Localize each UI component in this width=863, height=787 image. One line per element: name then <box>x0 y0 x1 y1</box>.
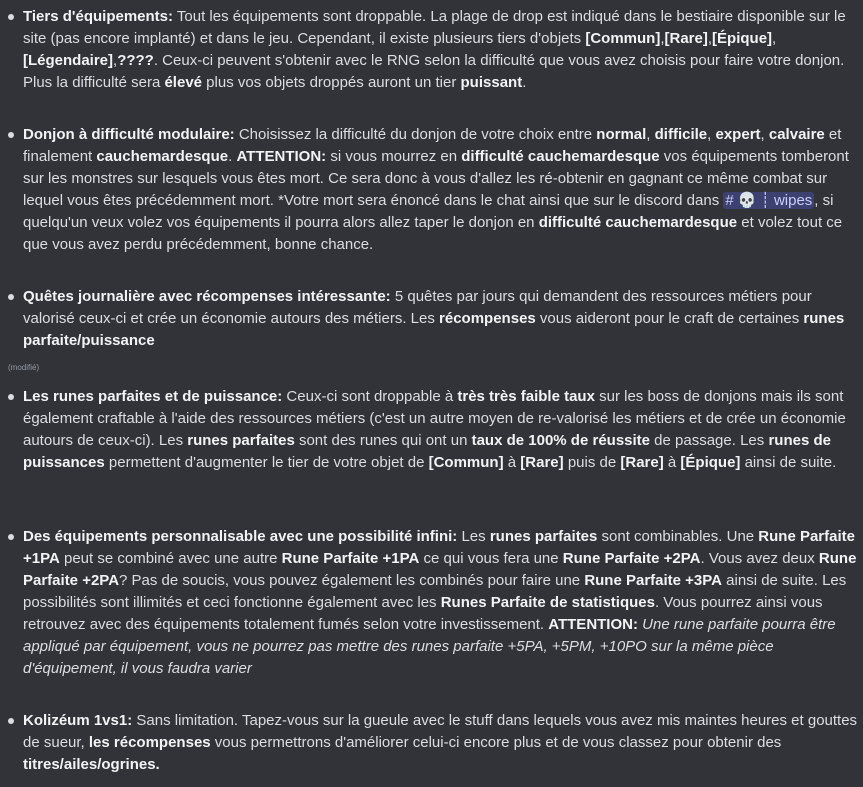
bold-text: Rune Parfaite +2PA <box>562 550 701 567</box>
item-title: Des équipements personnalisable avec une possibilité infini: <box>23 528 458 545</box>
list-item <box>0 386 863 474</box>
item-title: Les runes parfaites et de puissance: <box>23 388 283 405</box>
text-run: Choisissez la difficulté du donjon de votre choix entre <box>234 126 597 143</box>
bold-text: [Légendaire] <box>23 52 114 69</box>
text-run: Tout les équipements sont droppable. La plage de drop est indiqué dans le bestiaire disponible sur le site (pas encore implanté) et dans le jeu. Cependant, il existe plusieurs tiers d'objets <box>23 8 846 47</box>
bold-text: puissant <box>460 74 523 91</box>
text-run: , <box>660 30 665 47</box>
edited-indicator: (modifié) <box>8 363 40 372</box>
text-run: plus vos objets droppés auront un tier <box>202 74 461 91</box>
text-run: . <box>522 74 527 91</box>
bold-text: Rune Parfaite +1PA <box>23 528 855 567</box>
bold-text: normal <box>596 126 647 143</box>
text-run: vous permettrons d'améliorer celui-ci encore plus et de vous classez pour obtenir des <box>210 734 782 751</box>
bold-text: ATTENTION: <box>236 148 327 165</box>
text-run: ce qui vous fera une <box>419 550 563 567</box>
text-run: à <box>503 454 521 471</box>
text-run: sont combinables. Une <box>597 528 759 545</box>
bold-text: Runes Parfaite de statistiques <box>440 594 655 611</box>
bold-text: ATTENTION: <box>548 616 638 633</box>
item-body <box>23 528 856 677</box>
bold-text: récompenses <box>439 310 536 327</box>
bold-text: très très faible taux <box>457 388 595 405</box>
item-title: Quêtes journalière avec récompenses intéressante: <box>23 288 391 305</box>
text-run: 5 quêtes par jours qui demandent des ressources métiers pour valorisé ceux-ci et crée un économie autours des métiers. Les <box>23 288 812 327</box>
bold-text: Rune Parfaite +1PA <box>281 550 420 567</box>
bold-text: difficile <box>654 126 708 143</box>
bold-text: runes parfaites <box>187 432 295 449</box>
bold-text: Rune Parfaite +3PA <box>584 572 723 589</box>
item-title: Tiers d'équipements: <box>23 8 173 25</box>
text-run: sont des runes qui ont un <box>294 432 472 449</box>
italic-text: Une rune parfaite pourra être appliqué par équipement, vous ne pourrez pas mettre des runes parfaite +5PA, +5PM, +10PO sur la même pièce d'équipement, il vous faudra varier <box>23 616 836 677</box>
text-run: de passage. Les <box>650 432 769 449</box>
text-run: . Vous pourrez ainsi vous retrouvez avec des équipements totalement fumés selon votre investissement. <box>23 594 823 633</box>
bold-text: runes parfaite/puissance <box>23 310 845 349</box>
text-run: permettent d'augmenter le tier de votre objet de <box>104 454 429 471</box>
bold-text: runes de puissances <box>23 432 831 471</box>
bold-text: [Épique] <box>680 454 741 471</box>
text-run: , <box>760 126 769 143</box>
text-run: . <box>228 148 237 165</box>
text-run: puis de <box>563 454 621 471</box>
bold-text: expert <box>715 126 761 143</box>
text-run: , <box>707 30 713 47</box>
item-title: Donjon à difficulté modulaire: <box>23 126 235 143</box>
bold-text: difficulté cauchemardesque <box>538 214 738 231</box>
text-run: , <box>707 126 716 143</box>
bold-text: [Commun] <box>585 30 661 47</box>
bold-text: calvaire <box>768 126 825 143</box>
bold-text: ???? <box>117 52 154 69</box>
text-run: . Ceux-ci peuvent s'obtenir avec le RNG selon la difficulté que vous avez choisis pour faire votre donjon. Plus la difficulté sera <box>23 52 845 91</box>
list-item <box>0 124 863 256</box>
text-run: ? Pas de soucis, vous pouvez également les combinés pour faire une <box>119 572 585 589</box>
bold-text: titres/ailes/ogrines. <box>23 756 160 773</box>
bold-text: [Épique] <box>712 30 773 47</box>
bold-text: [Rare] <box>664 30 708 47</box>
list-item <box>0 526 863 680</box>
bold-text: les récompenses <box>88 734 211 751</box>
text-run: à <box>663 454 681 471</box>
bold-text: runes parfaites <box>489 528 598 545</box>
text-run: ainsi de suite. Les possibilités sont illimités et ceci fonctionne également avec les <box>23 572 847 611</box>
bold-text: [Rare] <box>520 454 564 471</box>
channel-mention-wipes[interactable]: # 💀 ┊ wipes <box>725 192 813 209</box>
text-run: Sans limitation. Tapez-vous sur la gueule avec le stuff dans lequels vous avez mis maintes heures et gouttes de sueur, <box>23 712 858 751</box>
bold-text: cauchemardesque <box>96 148 229 165</box>
bold-text: [Commun] <box>428 454 504 471</box>
text-run: , <box>646 126 655 143</box>
bold-text: élevé <box>164 74 203 91</box>
text-run: et volez tout ce que vous avez perdu précédemment, bonne chance. <box>23 214 843 253</box>
bold-text: [Rare] <box>620 454 664 471</box>
bold-text: Rune Parfaite +2PA <box>23 550 857 589</box>
text-run: . Vous avez deux <box>700 550 819 567</box>
bold-text: difficulté cauchemardesque <box>461 148 660 165</box>
text-run: , <box>772 30 777 47</box>
text-run: Ceux-ci sont droppable à <box>282 388 458 405</box>
item-body <box>23 126 849 253</box>
text-run: vous aideront pour le craft de certaines <box>535 310 804 327</box>
item-title: Kolizéum 1vs1: <box>23 712 133 729</box>
text-run: si vous mourrez en <box>326 148 462 165</box>
list-item <box>0 710 863 776</box>
text-run: Les <box>457 528 490 545</box>
text-run: sur les boss de donjons mais ils sont également craftable à l'aide des ressources métiers (c'est un autre moyen de re-valorisé les métiers et de crée un économie autours de ceux-ci). Les <box>23 388 846 449</box>
list-item <box>0 6 863 94</box>
text-run: , si quelqu'un veux volez vos équipements il pourra alors allez taper le donjon en <box>23 192 834 231</box>
text-run: ainsi de suite. <box>740 454 837 471</box>
list-item <box>0 286 863 352</box>
text-run: vos équipements tomberont sur les monstres sur lesquels vous êtes mort. Ce sera donc à vous d'allez les ré-obtenir en gagnant ce même combat sur lequel vous êtes précédemment mort. *Votre mort sera énoncé dans le chat ainsi que sur le discord dans <box>23 148 849 209</box>
bold-text: taux de 100% de réussite <box>471 432 651 449</box>
text-run: peut se combiné avec une autre <box>59 550 282 567</box>
item-body <box>23 712 857 773</box>
text-run: , <box>113 52 118 69</box>
text-run: et finalement <box>23 126 842 165</box>
